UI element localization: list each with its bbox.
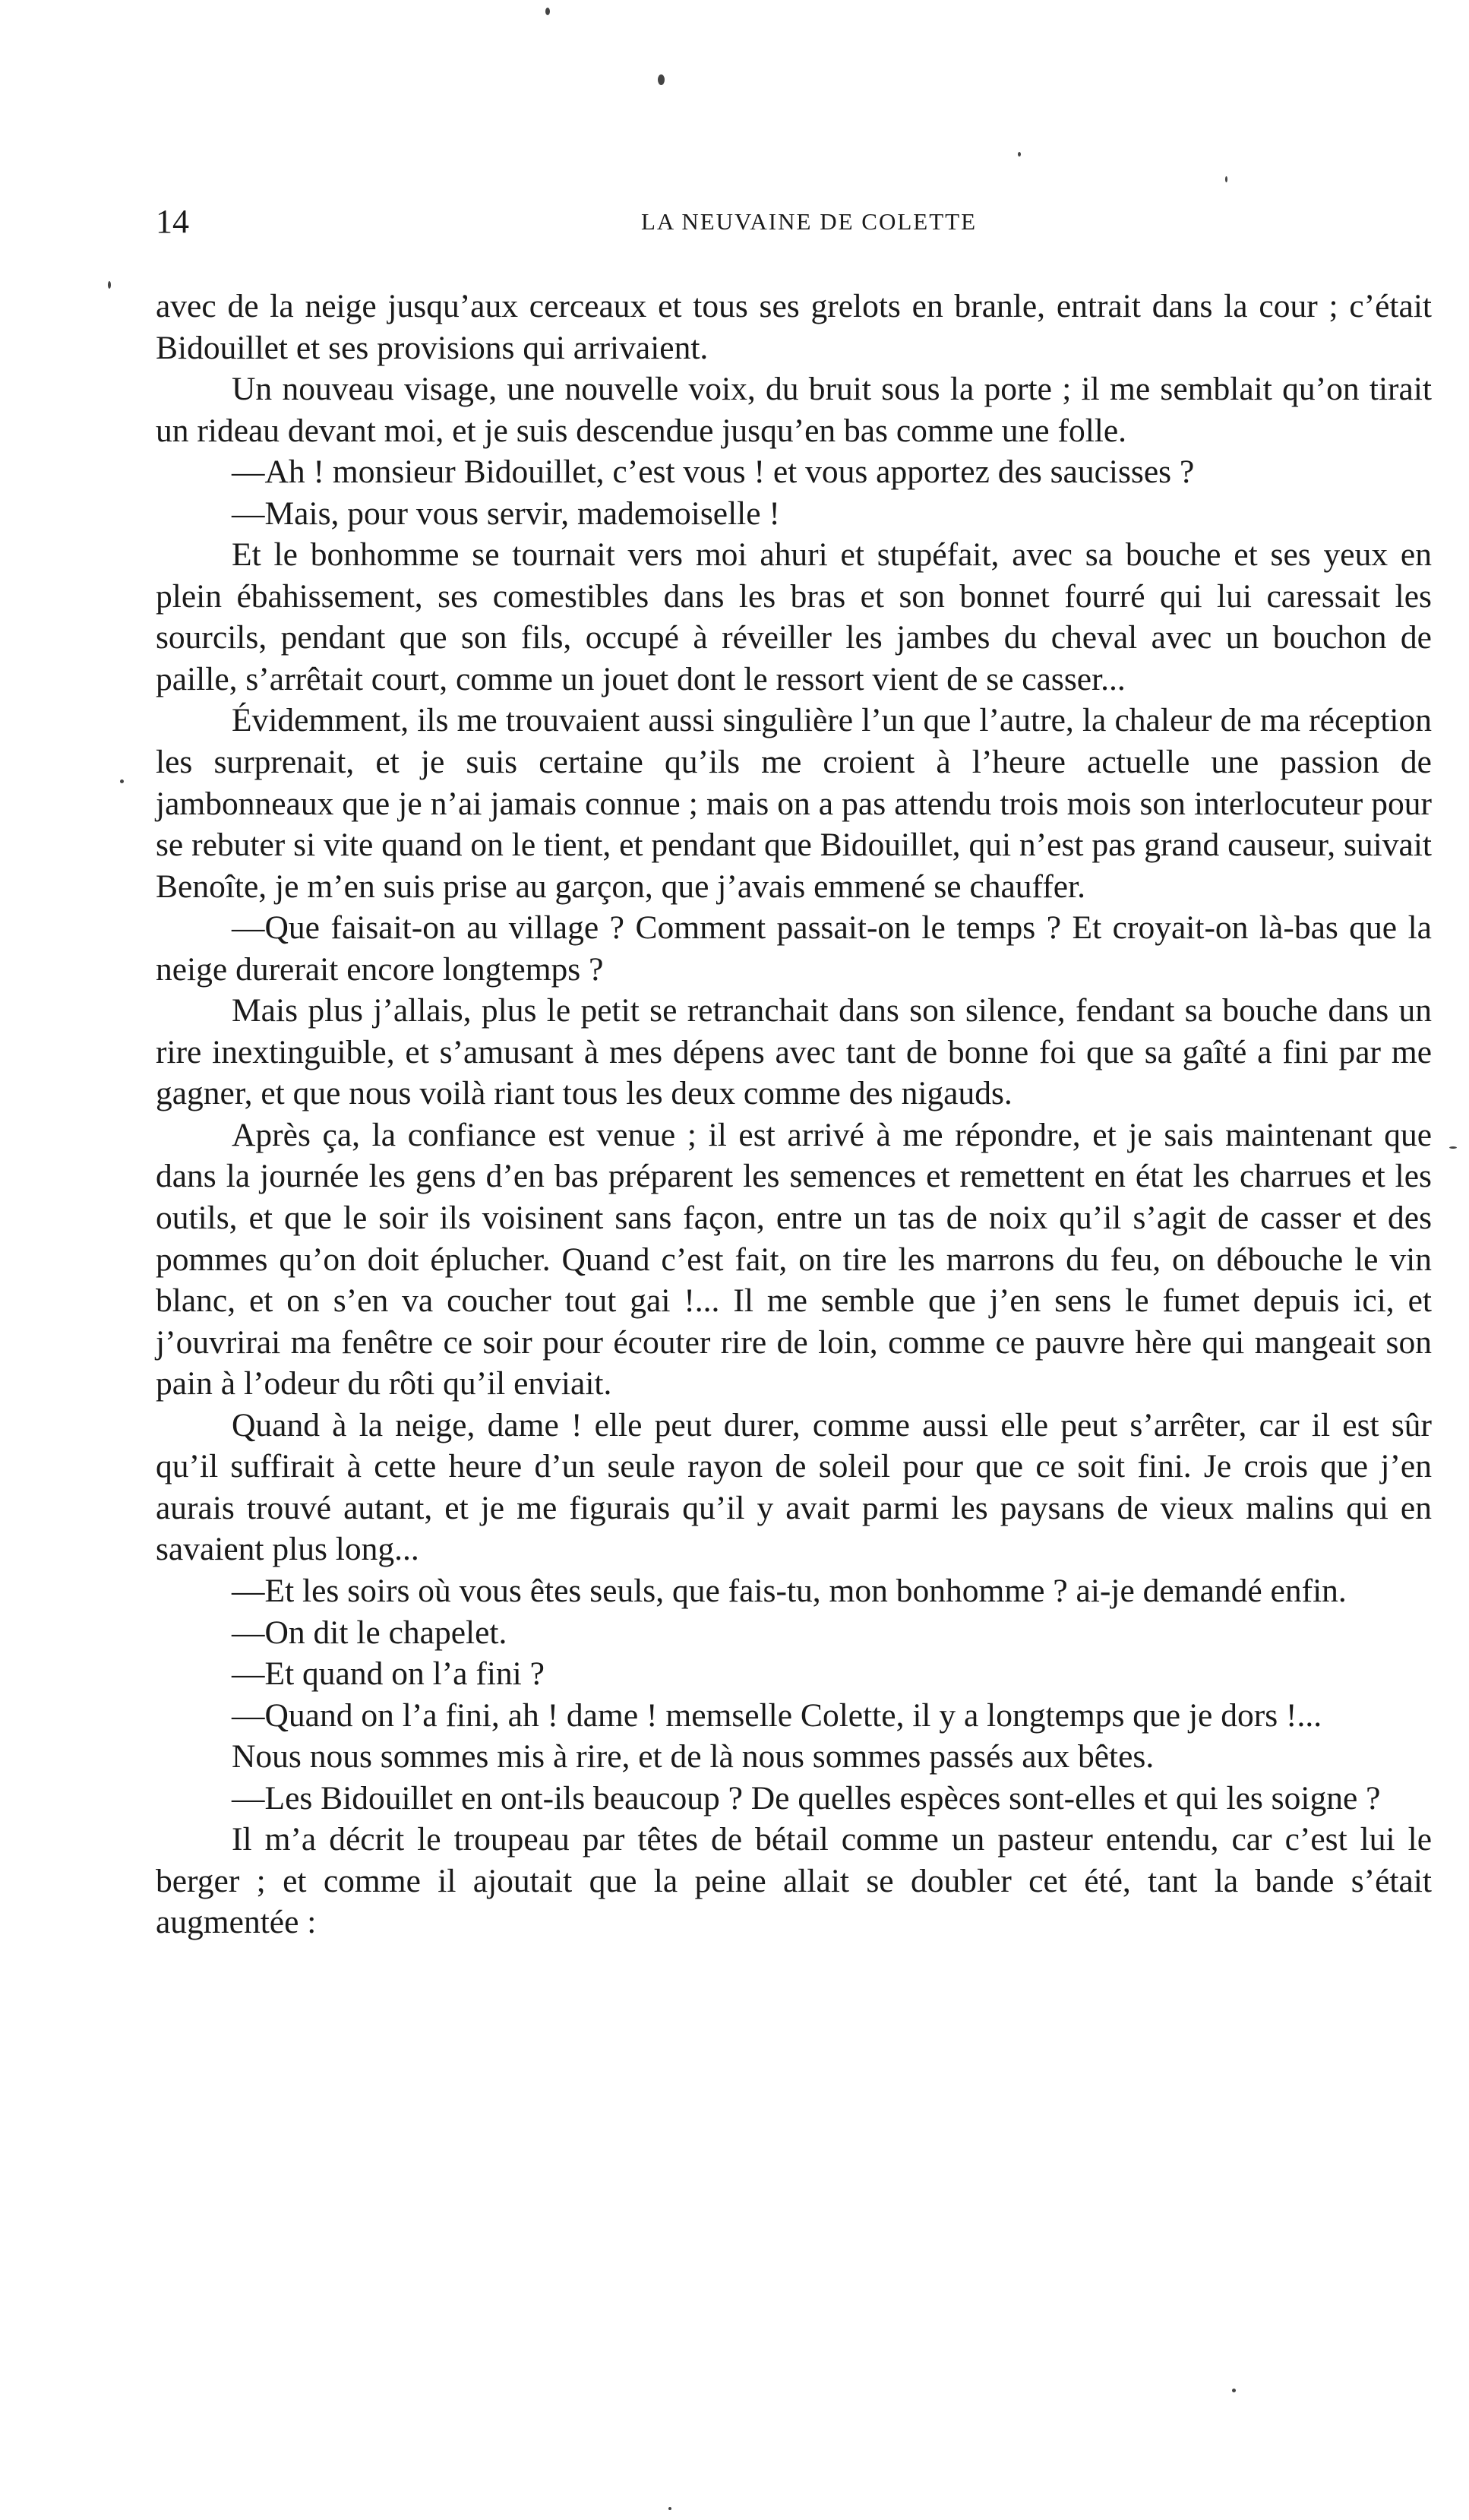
scan-speck [1232, 2389, 1236, 2392]
page-number: 14 [156, 203, 189, 240]
scan-speck [120, 779, 124, 783]
dialogue-line: —Et les soirs où vous êtes seuls, que fais-tu, mon bonhomme ? ai-je demandé enfin. [232, 1572, 1347, 1609]
paragraph: Il m’a décrit le troupeau par têtes de bétail comme un pasteur entendu, car c’est lui le berger ; et comme il ajoutait que la peine allait se doubler cet été, tant la bande s’était augmentée : [156, 1821, 1432, 1941]
paragraph: Nous nous sommes mis à rire, et de là nous sommes passés aux bêtes. [232, 1738, 1155, 1775]
scan-speck [1449, 1146, 1457, 1149]
scan-speck [658, 74, 665, 85]
paragraph-continued: avec de la neige jusqu’aux cerceaux et tous ses grelots en branle, entrait dans la cour ; c’était Bidouillet et ses provisions qui arrivaient. [156, 288, 1432, 366]
running-head [156, 199, 1432, 245]
dialogue-line: —Et quand on l’a fini ? [232, 1655, 545, 1693]
paragraph: Et le bonhomme se tournait vers moi ahuri et stupéfait, avec sa bouche et ses yeux en plein ébahissement, ses comestibles dans les bras et son bonnet fourré qui lui caressait les sourcils, pendant que son fils, occupé à réveiller les jambes du cheval avec un bouchon de paille, s’arrêtait court, comme un jouet dont le ressort vient de se casser... [156, 536, 1432, 697]
scan-speck [545, 8, 550, 15]
paragraph: Quand à la neige, dame ! elle peut durer, comme aussi elle peut s’arrêter, car il est sûr qu’il suffirait à cette heure d’un seule rayon de soleil pour que ce soit fini. Je crois que j’en aurais trouvé autant, et je me figurais qu’il y avait parmi les paysans de vieux malins qui en savaient plus long... [156, 1406, 1432, 1568]
scan-speck [668, 2507, 671, 2510]
paragraph: Évidemment, ils me trouvaient aussi singulière l’un que l’autre, la chaleur de ma réception les surprenait, et je suis certaine qu’ils me croient à l’heure actuelle une passion de jambonneaux que je n’ai jamais connue ; mais on a pas attendu trois mois son interlocuteur pour se rebuter si vite quand on le tient, et pendant que Bidouillet, qui n’est pas grand causeur, suivait Benoîte, je m’en suis prise au garçon, que j’avais emmené se chauffer. [156, 702, 1432, 905]
paragraph: Un nouveau visage, une nouvelle voix, du bruit sous la porte ; il me semblait qu’on tirait un rideau devant moi, et je suis descendue jusqu’en bas comme une folle. [156, 371, 1432, 449]
running-title: LA NEUVAINE DE COLETTE [640, 208, 978, 235]
paragraph: Après ça, la confiance est venue ; il est arrivé à me répondre, et je sais maintenant que dans la journée les gens d’en bas préparent les semences et remettent en état les charrues et les outils, et que le soir ils voisinent sans façon, entre un tas de noix qu’il s’agit de casser et des pommes qu’on doit éplucher. Quand c’est fait, on tire les marrons du feu, on débouche le vin blanc, et on s’en va coucher tout gai !... Il me semble que j’en sens le fumet depuis ici, et j’ouvrirai ma fenêtre ce soir pour écouter rire de loin, comme ce pauvre hère qui mangeait son pain à l’odeur du rôti qu’il enviait. [156, 1116, 1432, 1402]
dialogue-line: —On dit le chapelet. [232, 1614, 507, 1651]
dialogue-line: —Ah ! monsieur Bidouillet, c’est vous ! et vous apportez des saucisses ? [232, 454, 1195, 491]
scan-speck [108, 281, 111, 289]
paragraph: Mais plus j’allais, plus le petit se retranchait dans son silence, fendant sa bouche dans un rire inextinguible, et s’amusant à mes dépens avec tant de bonne foi que sa gaîté a fini par me gagner, et que nous voilà riant tous les deux comme des nigauds. [156, 992, 1432, 1112]
dialogue-line: —Quand on l’a fini, ah ! dame ! memselle Colette, il y a longtemps que je dors !... [232, 1696, 1322, 1734]
dialogue-line: —Mais, pour vous servir, mademoiselle ! [232, 495, 780, 532]
dialogue-line: —Que faisait-on au village ? Comment passait-on le temps ? Et croyait-on là-bas que la neige durerait encore longtemps ? [156, 909, 1432, 988]
scan-speck [1225, 176, 1227, 182]
body-text [156, 286, 1432, 1943]
scan-speck [1018, 152, 1021, 157]
dialogue-line: —Les Bidouillet en ont-ils beaucoup ? De quelles espèces sont-elles et qui les soigne ? [232, 1779, 1381, 1816]
